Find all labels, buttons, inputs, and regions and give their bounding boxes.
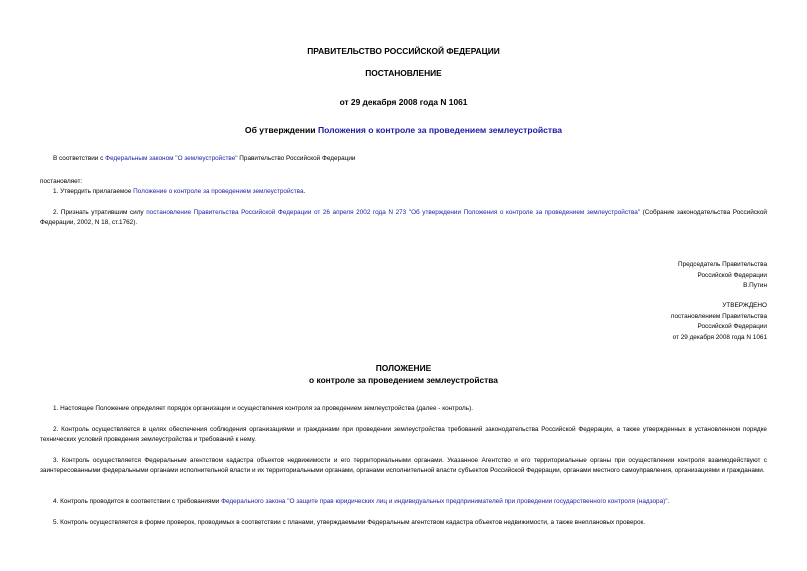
p4-law-link[interactable]: Федерального закона "О защите прав юридических лиц и индивидуальных предпринимателей при проведении государственного контроля (надзора)": [221, 498, 668, 505]
item-1-end: .: [303, 188, 306, 195]
preamble: [53, 154, 356, 164]
signature-country: Российской Федерации: [697, 271, 767, 279]
document-date-number: от 29 декабря 2008 года N 1061: [339, 97, 468, 107]
preamble-law-link[interactable]: Федеральным законом "О землеустройстве": [105, 155, 238, 162]
resolves-label: постановляет:: [40, 178, 83, 185]
p4-end: .: [667, 498, 670, 505]
item-1-link[interactable]: Положение о контроле за проведением землеустройства: [133, 188, 304, 195]
title-prefix: Об утверждении: [244, 125, 318, 135]
item-1: [53, 187, 305, 197]
title-link[interactable]: Положения о контроле за проведением землеустройства: [317, 125, 563, 135]
item-2: [40, 208, 767, 228]
document-type-heading: ПОСТАНОВЛЕНИЕ: [365, 68, 442, 78]
regulation-paragraph-3: 3. Контроль осуществляется Федеральным агентством кадастра объектов недвижимости и его территориальными органами. Указанное Агентство и его территориальные органы при осуществлении контроля взаимодействуют с заинтересованными федеральными органами исполнительной власти и их территориальными органами, органами исполнительной власти субъектов Российской Федерации, органами местного самоуправления, организациями и гражданами.: [40, 457, 767, 474]
item-2-end: (Собрание законодательства Российской Федерации, 2002, N 18, ст.1762).: [40, 209, 767, 226]
regulation-paragraph-5: 5. Контроль осуществляется в форме проверок, проводимых в соответствии с планами, утверждаемыми Федеральным агентством кадастра объектов недвижимости, а также внеплановых проверок.: [53, 519, 646, 526]
regulation-paragraph-1: 1. Настоящее Положение определяет порядок организации и осуществления контроля за проведением землеустройства (далее - контроль).: [53, 405, 474, 412]
regulation-paragraph-4: [53, 497, 669, 507]
preamble-text-before: В соответствии с: [53, 155, 106, 162]
regulation-paragraph-2: 2. Контроль осуществляется в целях обеспечения соблюдения организациями и гражданами при проведении землеустройства требований законодательства Российской Федерации, а также утвержденных в установленном порядке технических условий проведения землеустройства и требований к нему.: [40, 426, 767, 443]
item-1-text: 1. Утвердить прилагаемое: [53, 188, 134, 195]
document-title: [0, 125, 807, 135]
p4-text: 4. Контроль проводится в соответствии с требованиями: [53, 498, 222, 505]
government-heading: ПРАВИТЕЛЬСТВО РОССИЙСКОЙ ФЕДЕРАЦИИ: [307, 46, 500, 56]
approved-block: [671, 301, 767, 343]
regulation-subtitle: о контроле за проведением землеустройства: [309, 375, 498, 385]
signature-name: В.Путин: [743, 282, 767, 289]
regulation-title: ПОЛОЖЕНИЕ: [375, 363, 432, 373]
approved-label: УТВЕРЖДЕНО: [722, 302, 767, 309]
item-2-link[interactable]: постановление Правительства Российской Федерации от 26 апреля 2002 года N 273 "Об утверждении Положения о контроле за проведением землеустройства": [146, 209, 641, 216]
approved-by: постановлением Правительства: [671, 312, 767, 320]
approved-date: от 29 декабря 2008 года N 1061: [672, 333, 767, 341]
signature-position: Председатель Правительства: [678, 261, 767, 268]
approved-country: Российской Федерации: [697, 323, 767, 330]
preamble-text-after: Правительство Российской Федерации: [237, 155, 356, 162]
item-2-text: 2. Признать утратившим силу: [53, 209, 147, 216]
signature-block: [678, 260, 767, 292]
